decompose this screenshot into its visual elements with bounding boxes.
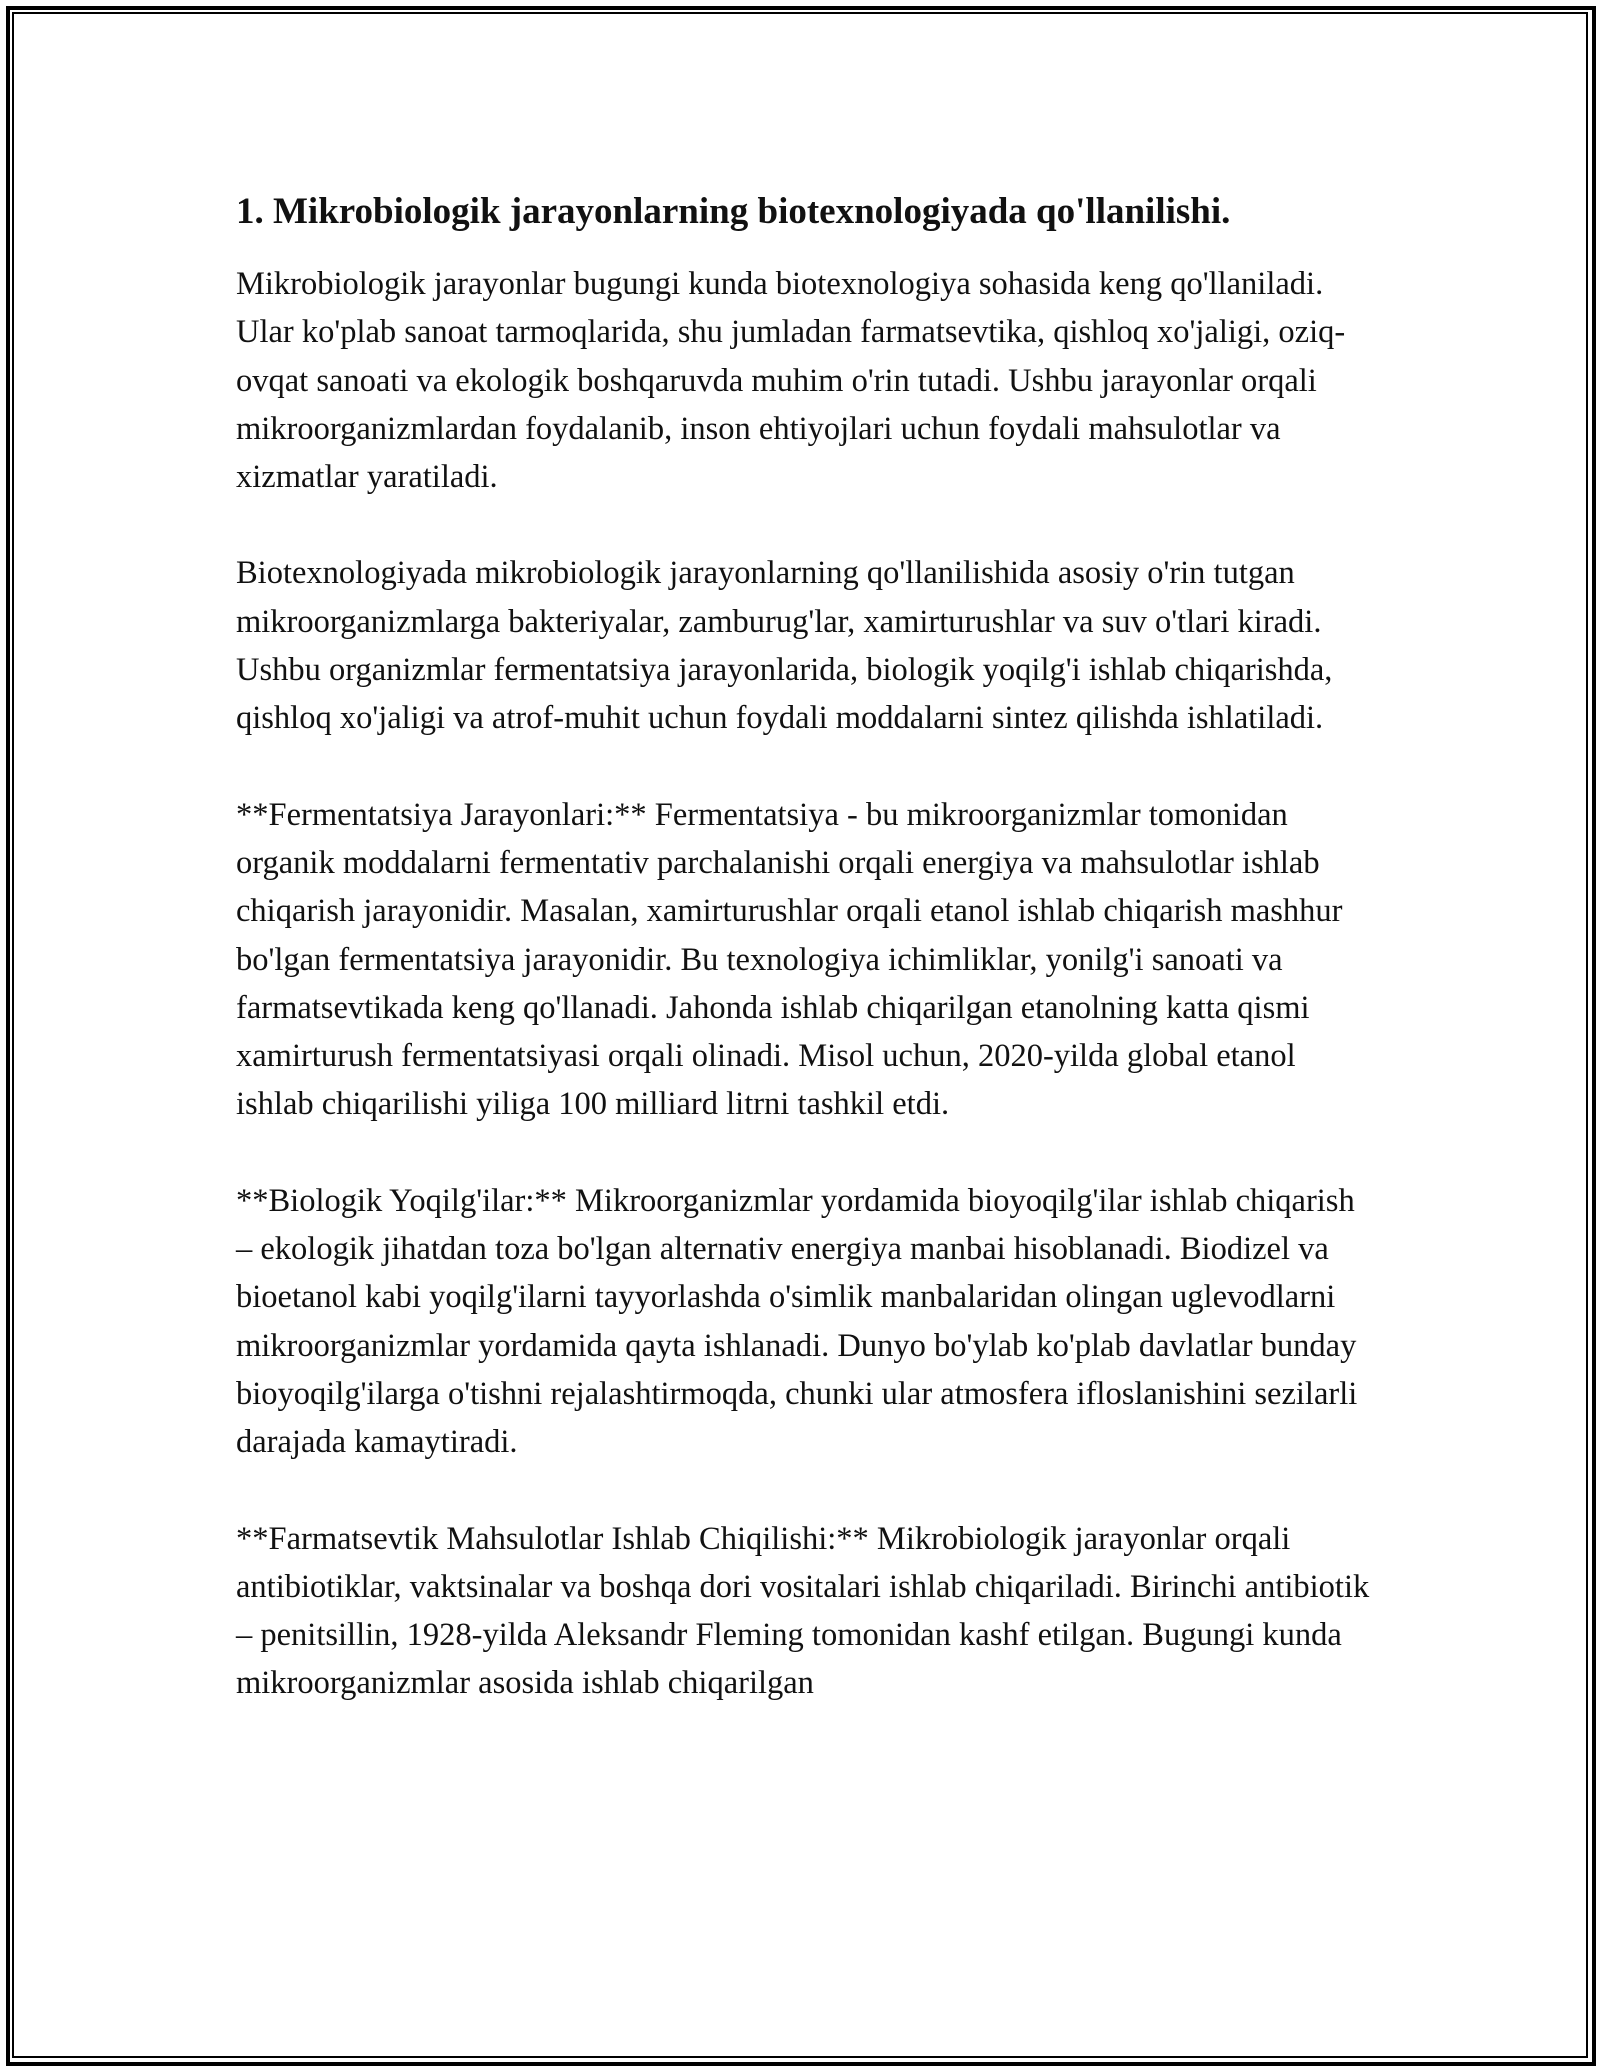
paragraph-intro: Mikrobiologik jarayonlar bugungi kunda biotexnologiya sohasida keng qo'llaniladi. Ular ko'plab sanoat tarmoqlarida, shu jumladan farmatsevtika, qishloq xo'jaligi, oziq-ovqat sanoati va ekologik boshqaruvda muhim o'rin tutadi. Ushbu jarayonlar orqali mikroorganizmlardan foydalanib, inson ehtiyojlari uchun foydali mahsulotlar va xizmatlar yaratiladi.: [236, 266, 1346, 496]
paragraph-fermentation: **Fermentatsiya Jarayonlari:** Fermentatsiya - bu mikroorganizmlar tomonidan organik moddalarni fermentativ parchalanishi orqali energiya va mahsulotlar ishlab chiqarish jarayonidir. Masalan, xamirturushlar orqali etanol ishlab chiqarish mashhur bo'lgan fermentatsiya jarayonidir. Bu texnologiya ichimliklar, yonilg'i sanoati va farmatsevtikada keng qo'llanadi. Jahonda ishlab chiqarilgan etanolning katta qismi xamirturush fermentatsiyasi orqali olinadi. Misol uchun, 2020-yilda global etanol ishlab chiqarilishi yiliga 100 milliard litrni tashkil etdi.: [236, 796, 1343, 1123]
document-body: [236, 186, 1376, 1756]
paragraph-biofuels: **Biologik Yoqilg'ilar:** Mikroorganizmlar yordamida bioyoqilg'ilar ishlab chiqarish – ekologik jihatdan toza bo'lgan alternativ energiya manbai hisoblanadi. Biodizel va bioetanol kabi yoqilg'ilarni tayyorlashda o'simlik manbalaridan olingan uglevodlarni mikroorganizmlar yordamida qayta ishlanadi. Dunyo bo'ylab ko'plab davlatlar bunday bioyoqilg'ilarga o'tishni rejalashtirmoqda, chunki ular atmosfera ifloslanishini sezilarli darajada kamaytiradi.: [236, 1182, 1358, 1461]
paragraph-pharmaceuticals: **Farmatsevtik Mahsulotlar Ishlab Chiqilishi:** Mikrobiologik jarayonlar orqali antibiotiklar, vaktsinalar va boshqa dori vositalari ishlab chiqariladi. Birinchi antibiotik – penitsillin, 1928-yilda Aleksandr Fleming tomonidan kashf etilgan. Bugungi kunda mikroorganizmlar asosida ishlab chiqarilgan: [236, 1520, 1370, 1702]
paragraph-microorganisms: Biotexnologiyada mikrobiologik jarayonlarning qo'llanilishida asosiy o'rin tutgan mikroorganizmlarga bakteriyalar, zamburug'lar, xamirturushlar va suv o'tlari kiradi. Ushbu organizmlar fermentatsiya jarayonlarida, biologik yoqilg'i ishlab chiqarishda, qishloq xo'jaligi va atrof-muhit uchun foydali moddalarni sintez qilishda ishlatiladi.: [236, 555, 1333, 737]
section-heading: 1. Mikrobiologik jarayonlarning biotexnologiyada qo'llanilishi.: [236, 191, 1231, 232]
